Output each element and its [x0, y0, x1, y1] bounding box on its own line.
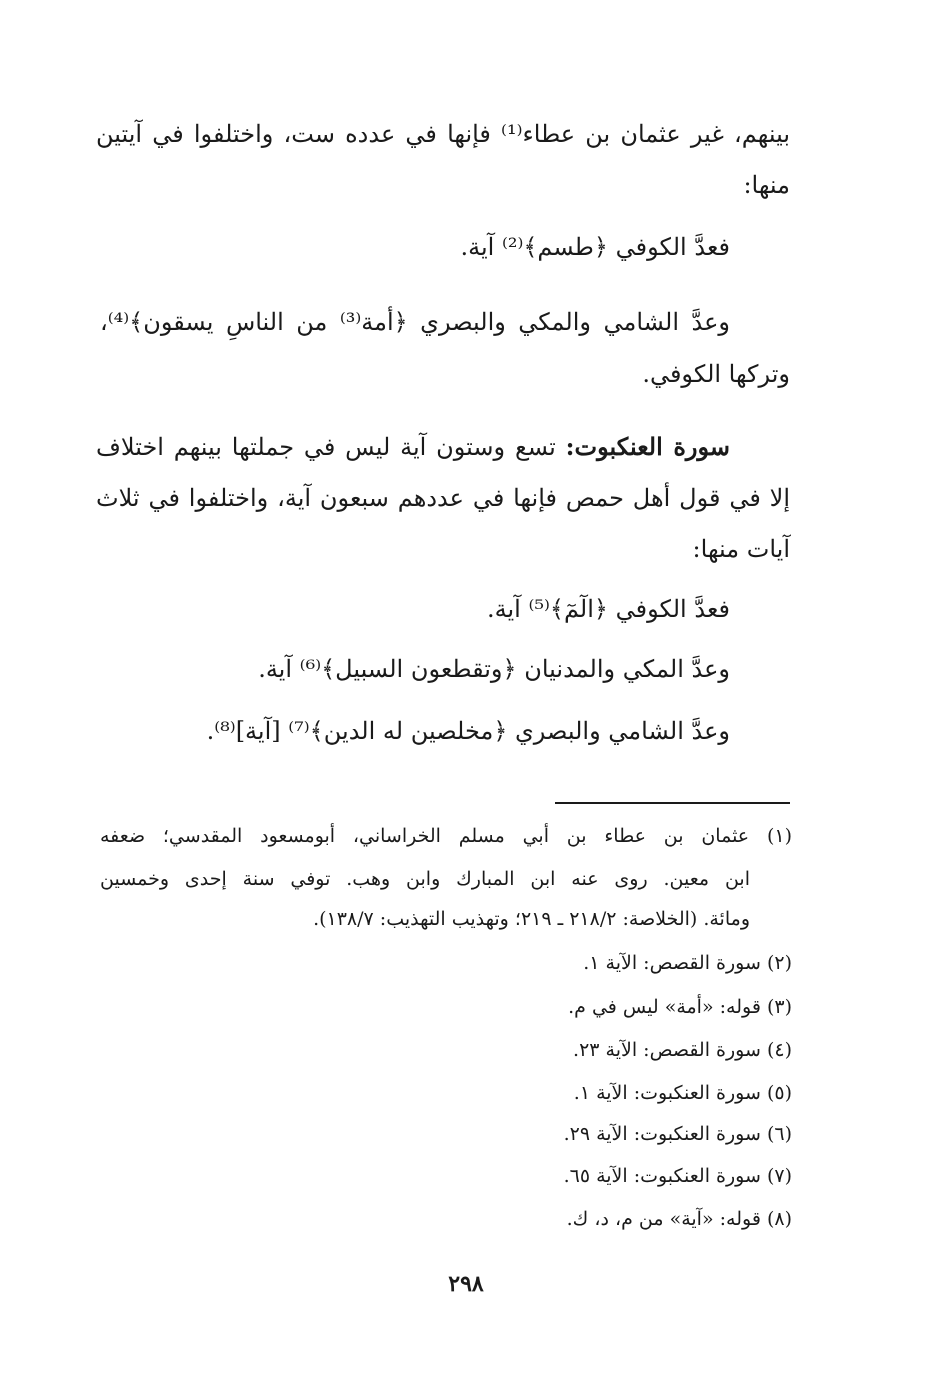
footnote-line: ومائة. (الخلاصة: ٢١٨/٢ ـ ٢١٩؛ وتهذيب التهذيب: ١٣٨/٧). [313, 908, 750, 930]
paragraph-line: آيات منها: [692, 535, 790, 563]
paragraph-line: فعدَّ الكوفي ﴿طسم﴾⁽²⁾ آية. [460, 233, 730, 261]
paragraph-line: وعدَّ المكي والمدنيان ﴿وتقطعون السبيل﴾⁽⁶⁾ آية. [258, 655, 730, 683]
footnote-item: (٢) سورة القصص: الآية ١. [583, 952, 792, 974]
page-number: ٢٩٨ [448, 1271, 484, 1297]
paragraph-line: وتركها الكوفي. [642, 360, 790, 388]
footnote-line: ابن معين. روى عنه ابن المبارك وابن وهب. توفي سنة إحدى وخمسين [100, 868, 750, 890]
paragraph-line: وعدَّ الشامي والمكي والبصري ﴿أمة⁽³⁾ من الناسِ يسقون﴾⁽⁴⁾، [100, 308, 730, 336]
footnote-separator [555, 802, 790, 804]
surah-title: سورة العنكبوت: [565, 432, 730, 461]
footnote-item: (٦) سورة العنكبوت: الآية ٢٩. [563, 1123, 792, 1145]
footnote-item: (٤) سورة القصص: الآية ٢٣. [573, 1039, 792, 1061]
paragraph-line: بينهم، غير عثمان بن عطاء⁽¹⁾ فإنها في عدده ست، واختلفوا في آيتين [96, 120, 790, 148]
paragraph-line: وعدَّ الشامي والبصري ﴿مخلصين له الدين﴾⁽⁷⁾ [آية]⁽⁸⁾. [206, 717, 730, 745]
paragraph-line: إلا في قول أهل حمص فإنها في عددهم سبعون آية، واختلفوا في ثلاث [96, 484, 790, 512]
footnote-line: (١) عثمان بن عطاء بن أبي مسلم الخراساني، أبومسعود المقدسي؛ ضعفه [100, 825, 792, 847]
footnote-item: (٥) سورة العنكبوت: الآية ١. [573, 1082, 792, 1104]
footnote-item: (٧) سورة العنكبوت: الآية ٦٥. [563, 1165, 792, 1187]
paragraph-line [96, 430, 730, 464]
footnote-item: (٣) قوله: «أمة» ليس في م. [568, 996, 792, 1018]
footnote-item: (٨) قوله: «آية» من م، د، ك. [566, 1208, 792, 1230]
paragraph-line: فعدَّ الكوفي ﴿الٓمٓ﴾⁽⁵⁾ آية. [487, 595, 730, 623]
paragraph-text: تسع وستون آية ليس في جملتها بينهم اختلاف [96, 433, 566, 461]
paragraph-line: منها: [743, 171, 790, 199]
